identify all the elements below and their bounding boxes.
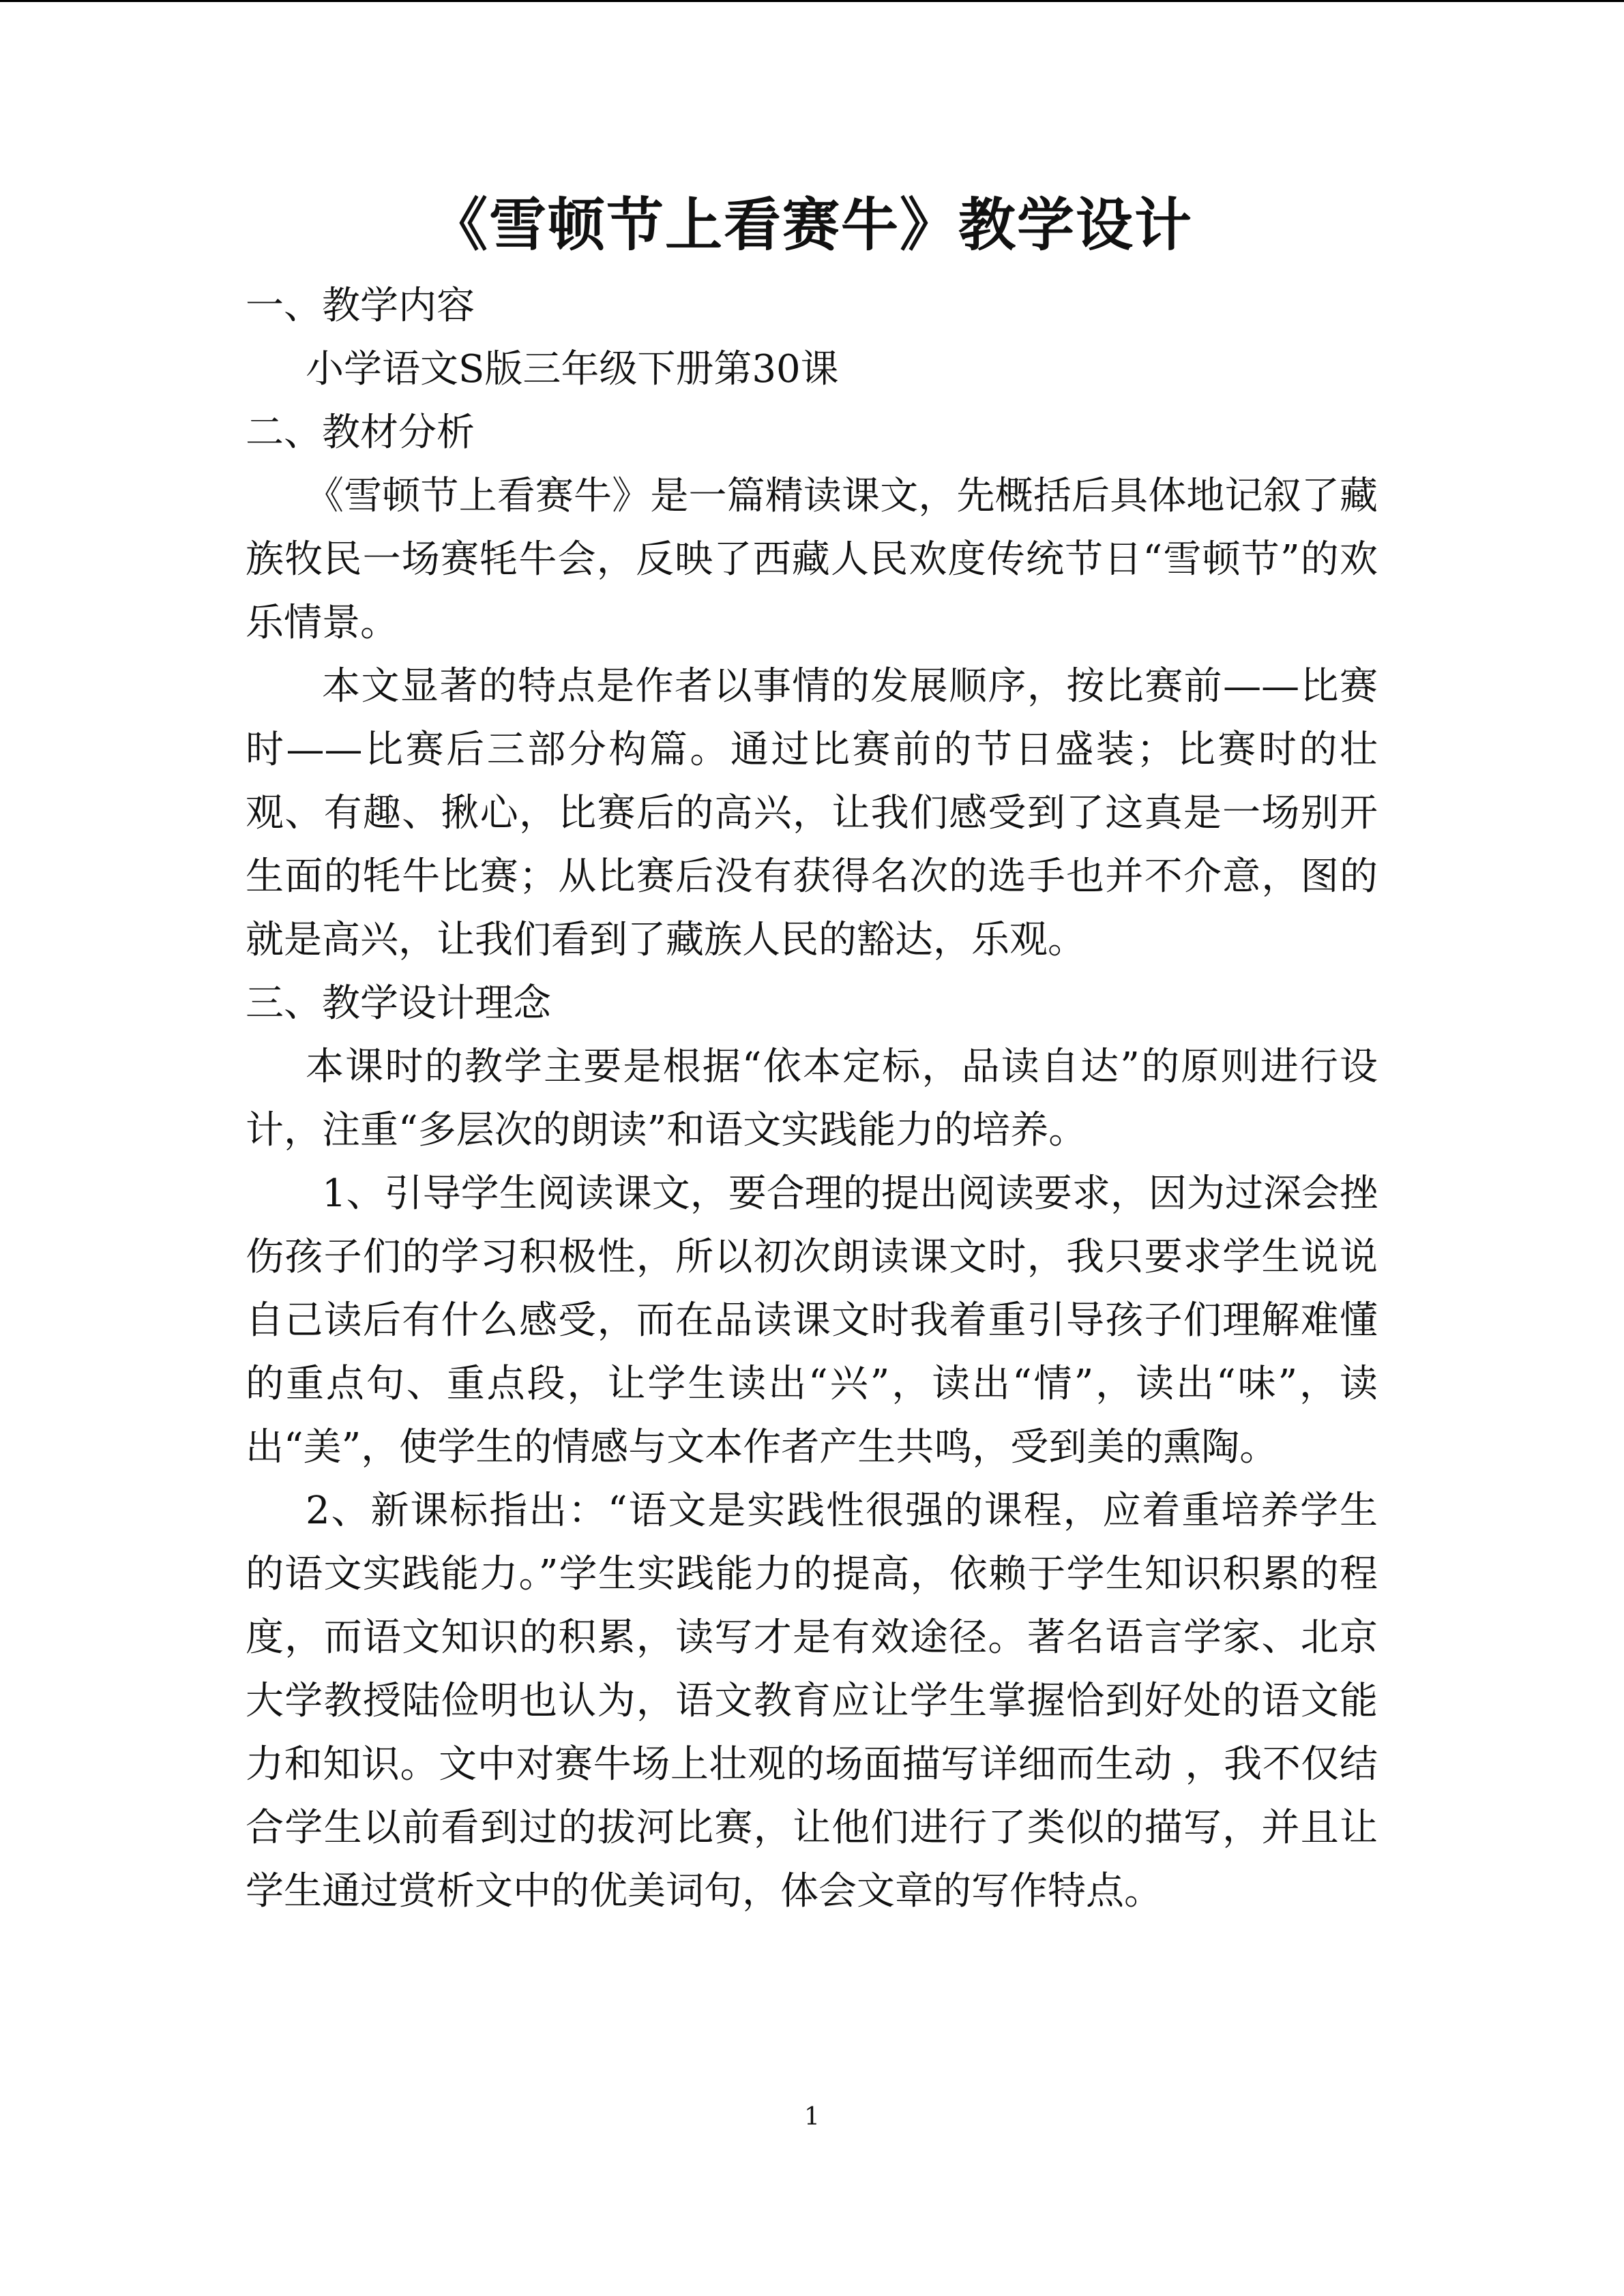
page-number: 1 (804, 2103, 820, 2131)
section-heading: 二、教材分析 (246, 411, 475, 455)
page-top-border (0, 0, 1624, 2)
section-design-concept (246, 972, 1378, 1923)
document-title: 《雪顿节上看赛牛》教学设计 (430, 191, 1193, 258)
section-paragraph: 本课时的教学主要是根据“依本定标，品读自达”的原则进行设计，注重“多层次的朗读”和语文实践能力的培养。 (246, 1045, 1378, 1152)
section-teaching-content (246, 274, 1378, 401)
section-paragraph: 1、引导学生阅读课文，要合理的提出阅读要求，因为过深会挫伤孩子们的学习积极性，所以初次朗读课文时，我只要求学生说说自己读后有什么感受，而在品读课文时我着重引导孩子们理解难懂的重点句、重点段，让学生读出“兴”，读出“情”，读出“味”，读出“美”，使学生的情感与文本作者产生共鸣，受到美的熏陶。 (246, 1172, 1378, 1470)
section-paragraph: 小学语文S版三年级下册第30课 (306, 347, 839, 391)
section-heading: 一、教学内容 (246, 284, 475, 328)
document-page (246, 184, 1378, 1923)
section-paragraph: 2、新课标指出：“语文是实践性很强的课程，应着重培养学生的语文实践能力。”学生实践能力的提高，依赖于学生知识积累的程度，而语文知识的积累，读写才是有效途径。著名语言学家、北京大学教授陆俭明也认为，语文教育应让学生掌握恰到好处的语文能力和知识。文中对赛牛场上壮观的场面描写详细而生动 ，我不仅结合学生以前看到过的拔河比赛，让他们进行了类似的描写，并且让学生通过赏析文中的优美词句，体会文章的写作特点。 (246, 1489, 1378, 1913)
section-material-analysis (246, 401, 1378, 972)
section-paragraph: 《雪顿节上看赛牛》是一篇精读课文，先概括后具体地记叙了藏族牧民一场赛牦牛会，反映了西藏人民欢度传统节日“雪顿节”的欢乐情景。 (246, 474, 1378, 645)
section-heading: 三、教学设计理念 (246, 981, 551, 1026)
section-paragraph: 本文显著的特点是作者以事情的发展顺序，按比赛前——比赛时——比赛后三部分构篇。通过比赛前的节日盛装；比赛时的壮观、有趣、揪心，比赛后的高兴，让我们感受到了这真是一场别开生面的牦牛比赛；从比赛后没有获得名次的选手也并不介意，图的就是高兴，让我们看到了藏族人民的豁达，乐观。 (246, 664, 1378, 962)
